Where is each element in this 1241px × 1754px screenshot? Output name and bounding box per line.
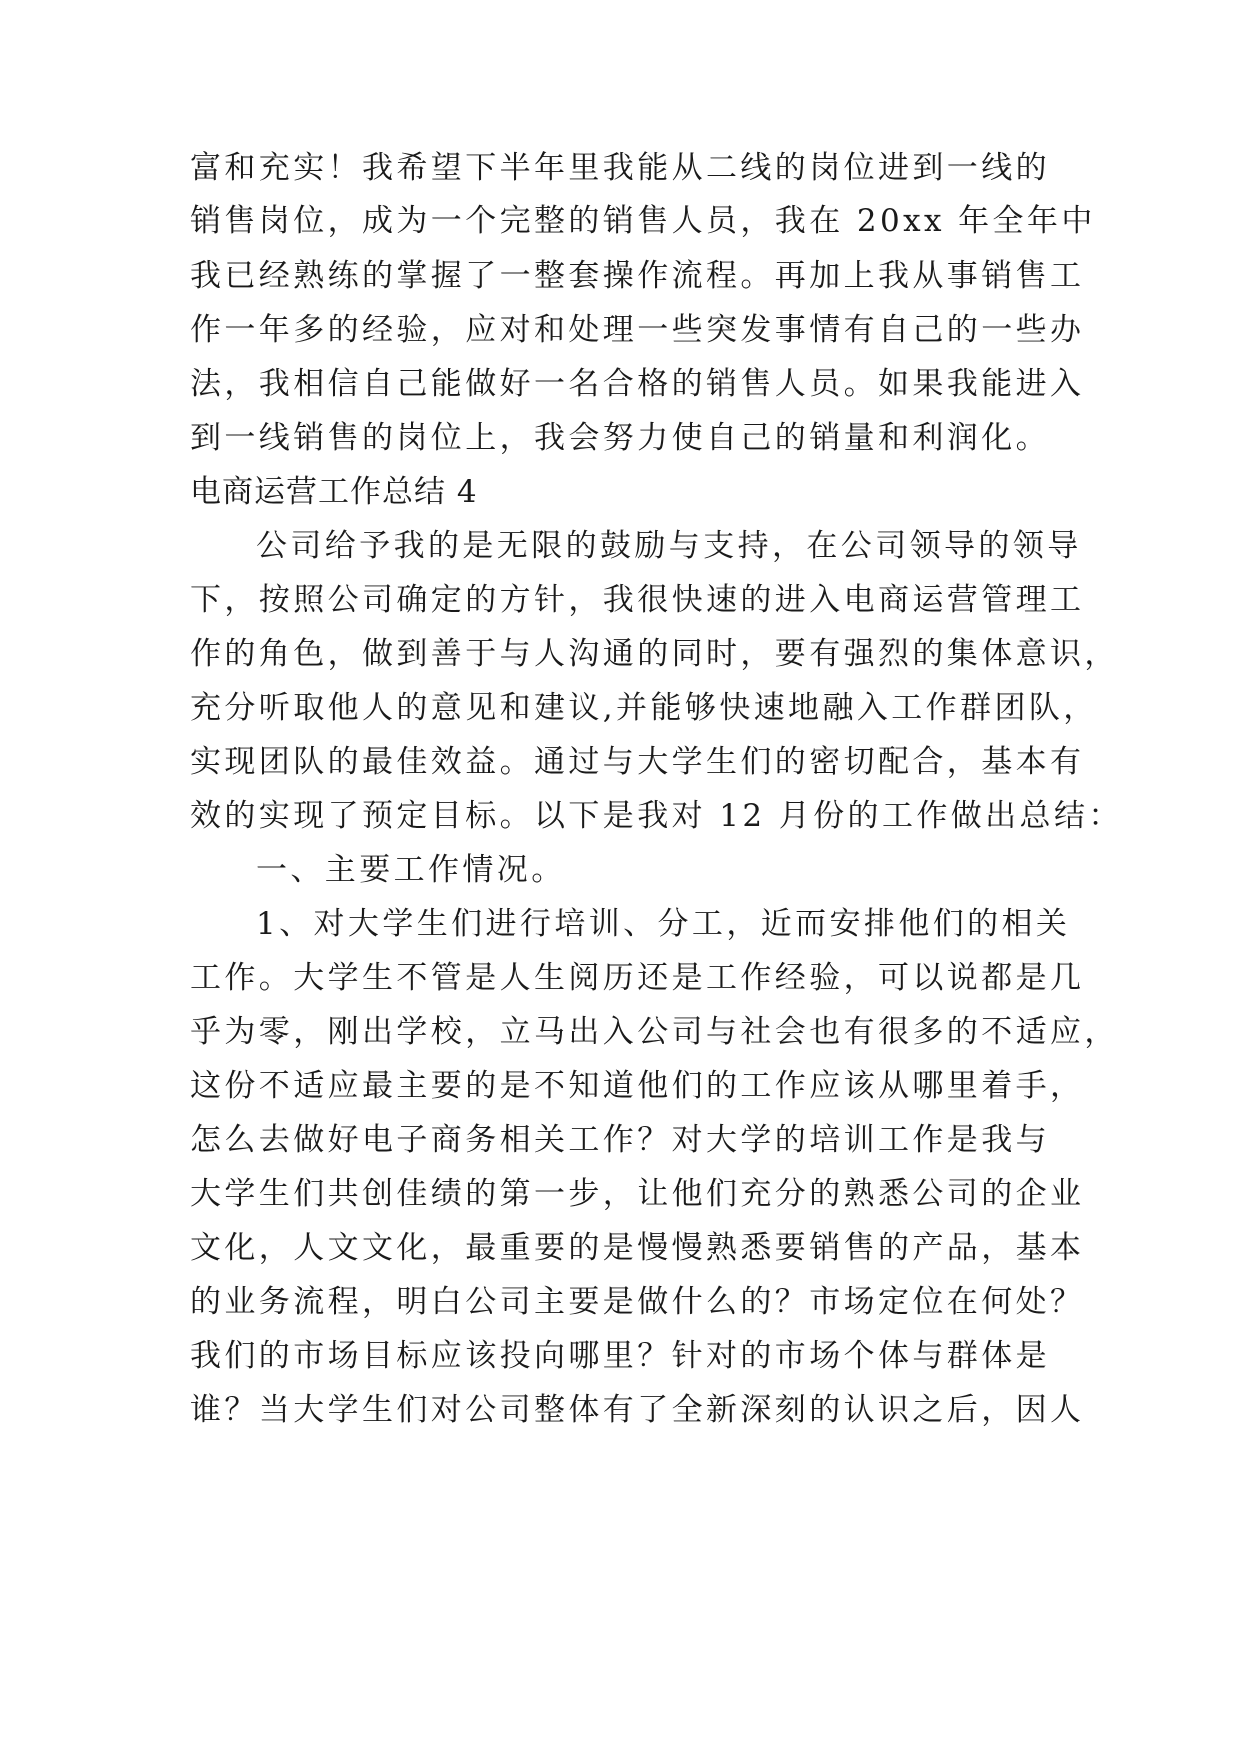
paragraph-line: 1、对大学生们进行培训、分工，近而安排他们的相关 [256, 906, 1071, 942]
paragraph-line: 下，按照公司确定的方针，我很快速的进入电商运营管理工 [190, 582, 1085, 618]
paragraph-line: 富和充实！我希望下半年里我能从二线的岗位进到一线的 [190, 150, 1050, 186]
paragraph-line: 法，我相信自己能做好一名合格的销售人员。如果我能进入 [190, 366, 1085, 402]
paragraph-line: 谁？当大学生们对公司整体有了全新深刻的认识之后，因人 [190, 1392, 1085, 1428]
paragraph-line: 效的实现了预定目标。以下是我对 12 月份的工作做出总结： [190, 798, 1123, 834]
paragraph-line: 我们的市场目标应该投向哪里？针对的市场个体与群体是 [190, 1338, 1050, 1374]
subsection-heading: 一、主要工作情况。 [256, 852, 566, 888]
paragraph-line: 大学生们共创佳绩的第一步，让他们充分的熟悉公司的企业 [190, 1176, 1085, 1212]
paragraph-line: 工作。大学生不管是人生阅历还是工作经验，可以说都是几 [190, 960, 1085, 996]
paragraph-line: 乎为零，刚出学校，立马出入公司与社会也有很多的不适应， [190, 1014, 1119, 1050]
paragraph-line: 公司给予我的是无限的鼓励与支持，在公司领导的领导 [256, 528, 1082, 564]
paragraph-line: 销售岗位，成为一个完整的销售人员，我在 20xx 年全年中 [190, 203, 1096, 239]
paragraph-line: 作一年多的经验，应对和处理一些突发事情有自己的一些办 [190, 312, 1085, 348]
paragraph-line: 怎么去做好电子商务相关工作？对大学的培训工作是我与 [190, 1122, 1050, 1158]
paragraph-line: 到一线销售的岗位上，我会努力使自己的销量和利润化。 [190, 420, 1050, 456]
paragraph-line: 作的角色，做到善于与人沟通的同时，要有强烈的集体意识， [190, 636, 1119, 672]
paragraph-line: 实现团队的最佳效益。通过与大学生们的密切配合，基本有 [190, 744, 1085, 780]
paragraph-line: 文化，人文文化，最重要的是慢慢熟悉要销售的产品，基本 [190, 1230, 1085, 1266]
paragraph-line: 充分听取他人的意见和建议,并能够快速地融入工作群团队， [190, 690, 1098, 726]
paragraph-line: 这份不适应最主要的是不知道他们的工作应该从哪里着手， [190, 1068, 1085, 1104]
paragraph-line: 我已经熟练的掌握了一整套操作流程。再加上我从事销售工 [190, 258, 1085, 294]
section-heading: 电商运营工作总结 4 [190, 474, 478, 510]
paragraph-line: 的业务流程，明白公司主要是做什么的？市场定位在何处？ [190, 1284, 1085, 1320]
